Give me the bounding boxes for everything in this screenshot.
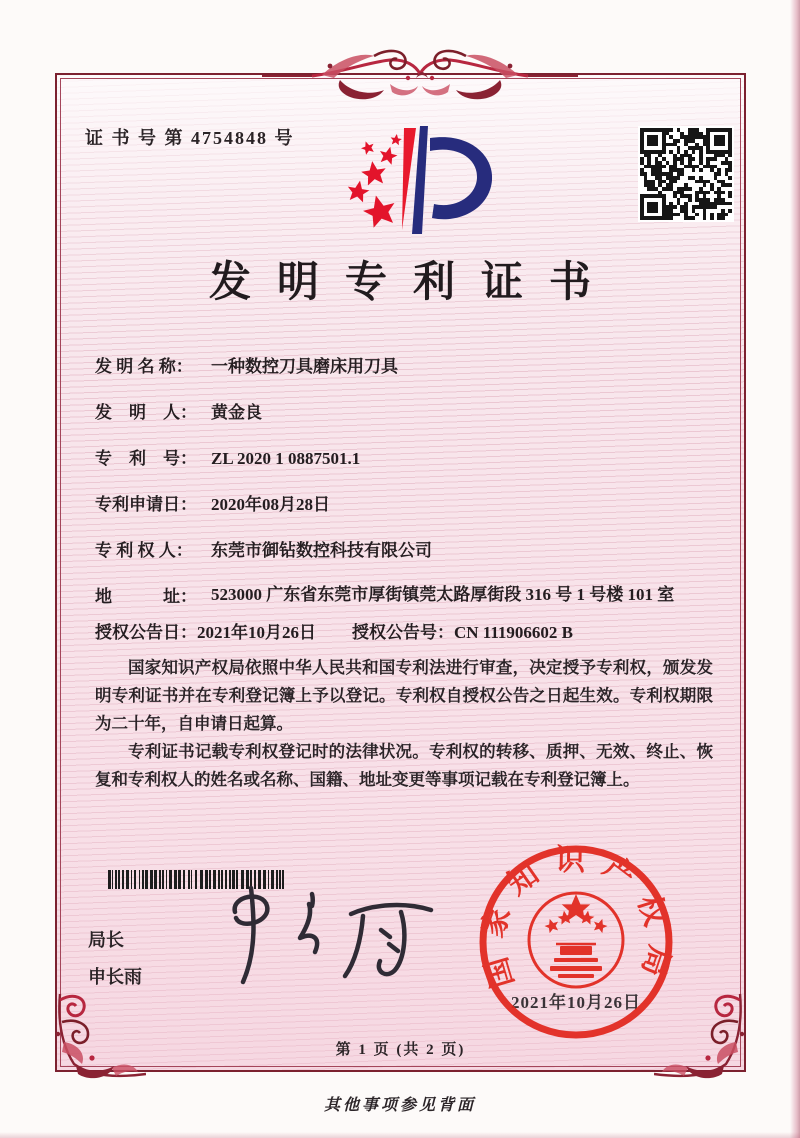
legal-paragraph-1: 国家知识产权局依照中华人民共和国专利法进行审查，决定授予专利权，颁发发明专利证书并在专利登记簿上予以登记。专利权自授权公告之日起生效。专利权期限为二十年，自申请日起算。	[95, 658, 713, 733]
filing-date-label: 专利申请日：	[95, 495, 197, 514]
inventor-label: 发 明 人：	[95, 403, 197, 422]
issuer-block	[88, 922, 142, 996]
grant-number-label: 授权公告号：	[352, 623, 454, 642]
patentee-value: 东莞市御钻数控科技有限公司	[211, 541, 432, 560]
field-address	[95, 582, 713, 612]
field-filing-date	[95, 490, 713, 520]
grant-date-label: 授权公告日：	[95, 623, 197, 642]
filing-date-value: 2020年08月28日	[211, 495, 330, 514]
patent-number-value: ZL 2020 1 0887501.1	[211, 449, 361, 468]
photo-edge-shadow-bottom	[0, 1132, 800, 1138]
field-patentee	[95, 536, 713, 566]
issuer-title: 局长	[88, 930, 124, 950]
invention-name-value: 一种数控刀具磨床用刀具	[211, 357, 398, 376]
cnipa-official-seal	[476, 842, 676, 1042]
patent-number-label: 专 利 号：	[95, 449, 197, 468]
cnipa-logo-icon	[338, 114, 510, 244]
commissioner-signature	[205, 882, 443, 990]
field-grant-row	[95, 618, 713, 648]
page-number: 第 1 页 (共 2 页)	[335, 1042, 466, 1058]
field-inventor	[95, 398, 713, 428]
legal-paragraph-2: 专利证书记载专利权登记时的法律状况。专利权的转移、质押、无效、终止、恢复和专利权人的姓名或名称、国籍、地址变更等事项记载在专利登记簿上。	[95, 742, 713, 789]
address-value: 523000 广东省东莞市厚街镇莞太路厚街段 316 号 1 号楼 101 室	[211, 585, 675, 604]
certificate-number: 证 书 号 第 4754848 号	[85, 128, 295, 148]
field-patent-number	[95, 444, 713, 474]
qr-code	[638, 126, 734, 222]
grant-date-value: 2021年10月26日	[197, 623, 316, 642]
legal-text	[95, 654, 713, 794]
certificate-title: 发明专利证书	[208, 260, 617, 306]
issuer-name: 申长雨	[88, 967, 142, 987]
seal-text: 国家知识产权局	[476, 843, 676, 995]
svg-text:国家知识产权局	[476, 844, 676, 995]
grant-number-value: CN 111906602 B	[454, 623, 574, 642]
invention-name-label: 发 明 名 称：	[95, 357, 193, 376]
patentee-label: 专 利 权 人：	[95, 541, 193, 560]
address-label: 地 址：	[95, 587, 197, 606]
issue-date: 2021年10月26日	[511, 993, 641, 1012]
photo-edge-shadow-right	[790, 0, 800, 1138]
inventor-value: 黄金良	[211, 403, 262, 422]
field-invention-name	[95, 352, 713, 382]
certificate-fields	[95, 352, 713, 794]
national-emblem-icon	[529, 893, 623, 987]
back-side-note: 其他事项参见背面	[323, 1097, 476, 1114]
